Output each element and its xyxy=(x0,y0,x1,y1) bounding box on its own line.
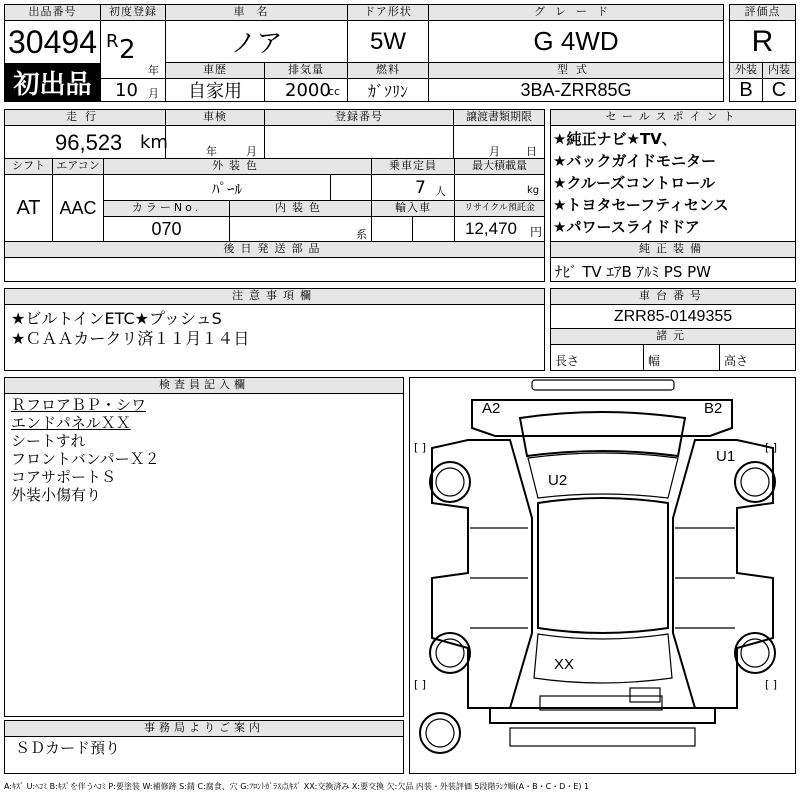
sales-point-item: ★バックガイドモニター xyxy=(553,152,716,170)
inspector-notes-label: 検査員記入欄 xyxy=(4,377,404,394)
parts-shipping-cell xyxy=(4,257,545,282)
exterior-color-cell xyxy=(103,174,372,201)
score: R xyxy=(729,20,796,63)
inspection-month-unit: 月 xyxy=(246,145,257,158)
roof-outline xyxy=(538,498,668,633)
equipment: ﾅﾋﾞ TV ｴｱB ｱﾙﾐ PS PW xyxy=(555,263,711,281)
history-label: 車歴 xyxy=(165,62,265,79)
year-unit: 年 xyxy=(148,64,159,77)
door-type-label: ドア形状 xyxy=(347,4,429,21)
legend: A:ｷｽﾞ U:ﾍｺﾐ B:ｷｽﾞを伴うﾍｺﾐ P:要塗装 W:補修跡 S:錆 C:腐食、穴 G:ﾌﾛﾝﾄｶﾞﾗｽ点ｷｽﾞ XX:交換済み X:要交換 欠:欠品 内装・外装評価 5段階ﾗﾝｸ順(A・B・C・D・E) 1 xyxy=(4,782,590,791)
damage-mark-a2: A2 xyxy=(482,400,501,417)
chassis-number-label: 車台番号 xyxy=(550,288,796,305)
damage-mark-u1: U1 xyxy=(716,448,736,465)
recycle-deposit-label: リサイクル預託金 xyxy=(454,200,545,217)
height-label: 高さ xyxy=(724,354,749,368)
roof-rail xyxy=(532,380,674,390)
recycle-deposit: 12,470 xyxy=(465,219,517,238)
shift-label: シフト xyxy=(4,158,53,175)
aircon-label: エアコン xyxy=(52,158,104,175)
interior-grade-label: 内装 xyxy=(762,62,796,79)
exterior-grade: B xyxy=(729,78,763,102)
history: 自家用 xyxy=(165,78,265,102)
capacity-cell xyxy=(371,174,455,201)
notes-label: 注意事項欄 xyxy=(4,288,545,305)
capacity-label: 乗車定員 xyxy=(371,158,455,175)
car-name: ノア xyxy=(165,20,348,63)
recycle-deposit-unit: 円 xyxy=(530,225,543,239)
front-left-wheel-inner xyxy=(436,468,464,496)
inspection-cell xyxy=(165,125,265,159)
max-load-cell xyxy=(454,174,545,201)
sales-point-item: ★クルーズコントロール xyxy=(553,174,715,192)
exterior-color-label: 外装色 xyxy=(103,158,372,175)
sales-points-list xyxy=(550,125,796,242)
hood-outline xyxy=(520,412,685,456)
mileage-cell xyxy=(4,125,166,159)
sales-point-item: ★パワースライドドア xyxy=(553,218,700,236)
car-diagram-panel xyxy=(409,377,796,774)
mileage-unit: km xyxy=(140,132,168,153)
office-notice: ＳＤカード預り xyxy=(15,739,121,757)
color-divider xyxy=(330,175,331,200)
score-label: 評価点 xyxy=(729,4,796,21)
mileage-label: 走行 xyxy=(4,109,166,126)
transfer-deadline-label: 譲渡書類期限 xyxy=(453,109,545,126)
lot-number: 30494 xyxy=(4,20,101,64)
interior-color-label: 内装色 xyxy=(229,200,372,217)
damage-mark-b2: B2 xyxy=(704,400,723,417)
era: R xyxy=(106,31,119,52)
length-cell xyxy=(550,344,644,371)
color-number: 070 xyxy=(103,216,230,242)
bracket-mark: [ ] xyxy=(414,678,427,691)
recycle-deposit-cell xyxy=(454,216,545,242)
model: 3BA-ZRR85G xyxy=(428,78,724,102)
inspector-line: エンドパネルＸＸ xyxy=(11,414,131,432)
front-bumper-outline xyxy=(472,400,732,436)
equipment-cell xyxy=(550,257,796,282)
aircon: AAC xyxy=(52,174,104,242)
import-divider xyxy=(412,217,413,241)
interior-color-cell xyxy=(229,216,372,242)
sales-points-label: セールスポイント xyxy=(550,109,796,126)
spare-wheel-inner xyxy=(426,719,454,747)
rear-step xyxy=(510,728,695,746)
month-unit: 月 xyxy=(148,87,159,100)
mileage: 96,523 xyxy=(55,130,123,155)
bracket-mark: [ ] xyxy=(765,441,778,454)
chassis-number: ZRR85-0149355 xyxy=(550,304,796,329)
plate-number-label: 登録番号 xyxy=(264,109,454,126)
rear-lamp xyxy=(630,688,660,702)
damage-mark-u2: U2 xyxy=(548,472,568,489)
first-registration-label: 初度登録 xyxy=(100,4,166,21)
displacement-label: 排気量 xyxy=(264,62,348,79)
notes-line: ★ビルトインETC★プッシュS xyxy=(11,309,222,328)
specs-label: 諸元 xyxy=(550,328,796,345)
sales-point-item: ★純正ナビ★TV、 xyxy=(553,130,677,148)
import-cell xyxy=(371,216,455,242)
fuel-label: 燃料 xyxy=(347,62,429,79)
fuel: ｶﾞｿﾘﾝ xyxy=(347,78,429,102)
bracket-mark: [ ] xyxy=(414,441,427,454)
bracket-mark: [ ] xyxy=(765,678,778,691)
displacement-cell xyxy=(264,78,348,102)
plate-number-cell xyxy=(264,125,454,159)
length-label: 長さ xyxy=(555,354,580,368)
car-diagram xyxy=(410,378,795,773)
shift: AT xyxy=(4,174,53,242)
width-cell xyxy=(643,344,720,371)
inspector-line: ＲフロアＢＰ・シワ xyxy=(11,396,147,414)
displacement-unit: cc xyxy=(328,85,341,98)
first-registration-year-cell xyxy=(100,20,166,79)
interior-grade: C xyxy=(762,78,796,102)
notes-cell xyxy=(4,304,545,371)
capacity-unit: 人 xyxy=(435,185,446,198)
inspector-notes-cell xyxy=(4,393,404,717)
body-outline xyxy=(432,440,532,708)
transfer-day-unit: 日 xyxy=(526,145,537,158)
lot-number-label: 出品番号 xyxy=(4,4,101,21)
grade: G 4WD xyxy=(428,20,724,63)
model-label: 型式 xyxy=(428,62,724,79)
height-cell xyxy=(719,344,796,371)
parts-shipping-label: 後日発送部品 xyxy=(4,241,545,258)
office-notice-label: 事務局よりご案内 xyxy=(4,720,404,737)
sales-point-item: ★トヨタセーフティセンス xyxy=(553,196,729,214)
exterior-grade-label: 外装 xyxy=(729,62,763,79)
displacement: 2000 xyxy=(285,80,331,101)
car-name-label: 車名 xyxy=(165,4,348,21)
damage-mark-xx: XX xyxy=(554,656,575,673)
inspector-line: フロントバンパーＸ２ xyxy=(11,450,160,468)
width-label: 幅 xyxy=(648,354,661,368)
color-number-label: カラーNo. xyxy=(103,200,230,217)
first-listing-badge: 初出品 xyxy=(4,63,101,102)
body-outline-right xyxy=(673,440,773,708)
capacity: 7 xyxy=(415,178,426,198)
inspection-label: 車検 xyxy=(165,109,265,126)
notes-line: ★ＣＡＡカークリ済１１月１４日 xyxy=(11,329,250,348)
import-label: 輸入車 xyxy=(371,200,455,217)
inspector-line: 外装小傷有り xyxy=(11,486,102,504)
max-load-label: 最大積載量 xyxy=(454,158,545,175)
year: 2 xyxy=(119,35,136,65)
grade-label: グレード xyxy=(428,4,724,21)
door-type: 5W xyxy=(347,20,429,63)
interior-color-unit: 系 xyxy=(356,228,367,241)
exterior-color: ﾊﾟｰﾙ xyxy=(212,180,243,198)
office-notice-cell xyxy=(4,736,404,774)
month: 10 xyxy=(115,80,138,101)
front-right-wheel-inner xyxy=(741,468,769,496)
transfer-month-unit: 月 xyxy=(489,145,500,158)
max-load-unit: kg xyxy=(527,185,540,196)
transfer-deadline-cell xyxy=(453,125,545,159)
first-registration-month-cell xyxy=(100,78,166,102)
equipment-label: 純正装備 xyxy=(550,241,796,258)
inspector-line: コアサポートＳ xyxy=(11,468,117,486)
inspector-line: シートすれ xyxy=(11,432,86,450)
inspection-year-unit: 年 xyxy=(206,145,217,158)
